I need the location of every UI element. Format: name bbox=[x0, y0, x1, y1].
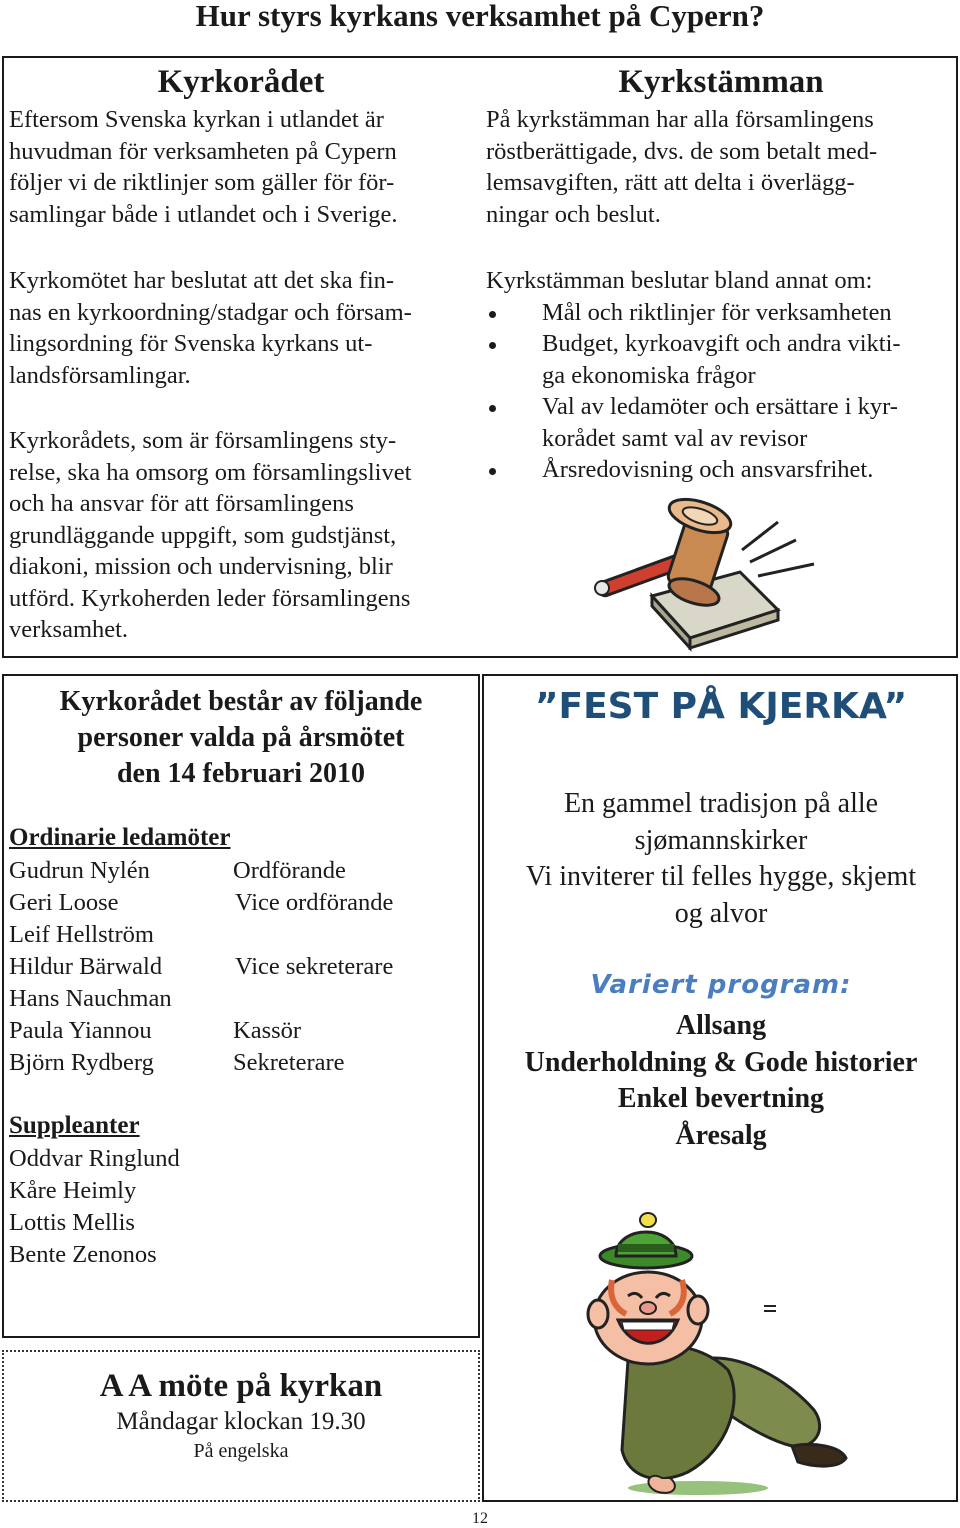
text-line: huvudman för verksamheten på Cypern bbox=[9, 137, 397, 165]
text-line: ningar och beslut. bbox=[486, 200, 661, 228]
member-name: Björn Rydberg bbox=[9, 1049, 154, 1076]
program-item: Underholdning & Gode historier bbox=[524, 1046, 918, 1078]
aa-title: A A möte på kyrkan bbox=[99, 1368, 383, 1404]
text-line: följer vi de riktlinjer som gäller för för- bbox=[9, 169, 395, 196]
member-role: Vice ordförande bbox=[235, 889, 394, 916]
text-line: Mål och riktlinjer för verksamheten bbox=[542, 298, 892, 326]
member-row bbox=[9, 919, 469, 951]
kyrkstamman-list bbox=[486, 265, 956, 486]
kyrkoradet-para-2 bbox=[9, 265, 479, 391]
kyrkoradet-heading: Kyrkorådet bbox=[157, 64, 325, 100]
member-row bbox=[9, 983, 469, 1015]
text-line: sjømannskirker bbox=[634, 824, 808, 856]
bullet-icon bbox=[489, 311, 496, 318]
text-line: landsförsamlingar. bbox=[9, 361, 191, 389]
member-row bbox=[9, 855, 469, 887]
text-line: röstberättigade, dvs. de som betalt med- bbox=[486, 137, 878, 165]
text-line: Kyrkomötet har beslutat att det ska fin- bbox=[9, 267, 395, 294]
deputy-name: Bente Zenonos bbox=[9, 1241, 157, 1268]
text-line: den 14 februari 2010 bbox=[116, 758, 366, 789]
text-line: korådet samt val av revisor bbox=[542, 424, 808, 452]
kyrkoradet-para-3 bbox=[9, 425, 479, 646]
list-item bbox=[486, 391, 956, 454]
member-row bbox=[9, 1047, 469, 1079]
text-line: Val av ledamöter och ersättare i kyr- bbox=[542, 393, 898, 420]
member-name: Hildur Bärwald bbox=[9, 953, 163, 980]
text-line: Kyrkorådet består av följande bbox=[59, 686, 423, 717]
deputy-name: Kåre Heimly bbox=[9, 1177, 137, 1204]
text-line: Årsredovisning och ansvarsfrihet. bbox=[542, 456, 874, 483]
list-item bbox=[486, 328, 956, 391]
member-role: Vice sekreterare bbox=[235, 953, 394, 980]
page-number: 12 bbox=[472, 1510, 488, 1527]
laughing-man-icon bbox=[578, 1210, 854, 1496]
member-row bbox=[9, 887, 469, 919]
program-item: Åresalg bbox=[675, 1119, 767, 1151]
deputy-row bbox=[9, 1207, 469, 1239]
text-line: Vi inviterer til felles hygge, skjemt bbox=[525, 861, 917, 892]
kyrkstamman-heading: Kyrkstämman bbox=[618, 64, 824, 100]
text-line: En gammel tradisjon på alle bbox=[563, 788, 879, 819]
member-role: Kassör bbox=[233, 1017, 302, 1044]
member-name: Geri Loose bbox=[9, 889, 119, 916]
member-name: Gudrun Nylén bbox=[9, 857, 150, 884]
gavel-icon bbox=[582, 492, 818, 652]
kyrkstamman-para-1 bbox=[486, 104, 956, 230]
text-line: verksamhet. bbox=[9, 616, 129, 643]
text-line: samlingar både i utlandet och i Sverige. bbox=[9, 200, 398, 228]
text-line: diakoni, mission och undervisning, blir bbox=[9, 553, 393, 580]
text-line: personer valda på årsmötet bbox=[77, 722, 405, 753]
member-row bbox=[9, 1015, 469, 1047]
bullet-icon bbox=[489, 405, 496, 412]
text-line: relse, ska ha omsorg om församlingslivet bbox=[9, 458, 412, 486]
deputy-row bbox=[9, 1143, 469, 1175]
member-row bbox=[9, 951, 469, 983]
page-title: Hur styrs kyrkans verksamhet på Cypern? bbox=[195, 0, 765, 33]
kyrkoradet-para-1 bbox=[9, 104, 479, 230]
text-line: lingsordning för Svenska kyrkans ut- bbox=[9, 330, 373, 357]
text-line: Budget, kyrkoavgift och andra vikti- bbox=[542, 330, 901, 357]
deputy-name: Oddvar Ringlund bbox=[9, 1145, 180, 1172]
list-intro: Kyrkstämman beslutar bland annat om: bbox=[486, 267, 873, 294]
list-item bbox=[486, 297, 956, 329]
member-role: Sekreterare bbox=[233, 1049, 345, 1076]
aa-time: Måndagar klockan 19.30 bbox=[116, 1408, 366, 1435]
deputy-row bbox=[9, 1239, 469, 1271]
suppleanter-heading: Suppleanter bbox=[9, 1112, 140, 1139]
member-role: Ordförande bbox=[233, 857, 346, 884]
text-line: ga ekonomiska frågor bbox=[542, 361, 756, 389]
ordinarie-heading: Ordinarie ledamöter bbox=[9, 824, 231, 851]
deputy-row bbox=[9, 1175, 469, 1207]
text-line: og alvor bbox=[674, 897, 768, 929]
text-line: utförd. Kyrkoherden leder församlingens bbox=[9, 584, 411, 612]
member-name: Paula Yiannou bbox=[9, 1017, 152, 1044]
deputy-name: Lottis Mellis bbox=[9, 1209, 135, 1236]
bullet-icon bbox=[489, 342, 496, 349]
program-item: Enkel bevertning bbox=[617, 1083, 825, 1114]
text-line: och ha ansvar för att församlingens bbox=[9, 490, 354, 517]
bullet-icon bbox=[489, 468, 496, 475]
text-line: Eftersom Svenska kyrkan i utlandet är bbox=[9, 106, 384, 133]
program-item: Allsang bbox=[675, 1010, 767, 1041]
member-name: Leif Hellström bbox=[9, 921, 154, 948]
fest-intro bbox=[484, 786, 958, 932]
text-line: nas en kyrkoordning/stadgar och försam- bbox=[9, 298, 412, 326]
text-line: lemsavgiften, rätt att delta i överlägg- bbox=[486, 169, 855, 196]
aa-language: På engelska bbox=[193, 1440, 289, 1462]
text-line: grundläggande uppgift, som gudstjänst, bbox=[9, 521, 397, 549]
text-line: Kyrkorådets, som är församlingens sty- bbox=[9, 427, 397, 454]
program-list bbox=[484, 1008, 958, 1154]
list-item bbox=[486, 454, 956, 486]
fest-title: ”FEST PÅ KJERKA” bbox=[534, 686, 908, 727]
text-line: På kyrkstämman har alla församlingens bbox=[486, 106, 874, 133]
program-label: Variert program: bbox=[590, 970, 852, 1000]
members-title bbox=[4, 684, 478, 792]
member-name: Hans Nauchman bbox=[9, 985, 172, 1012]
